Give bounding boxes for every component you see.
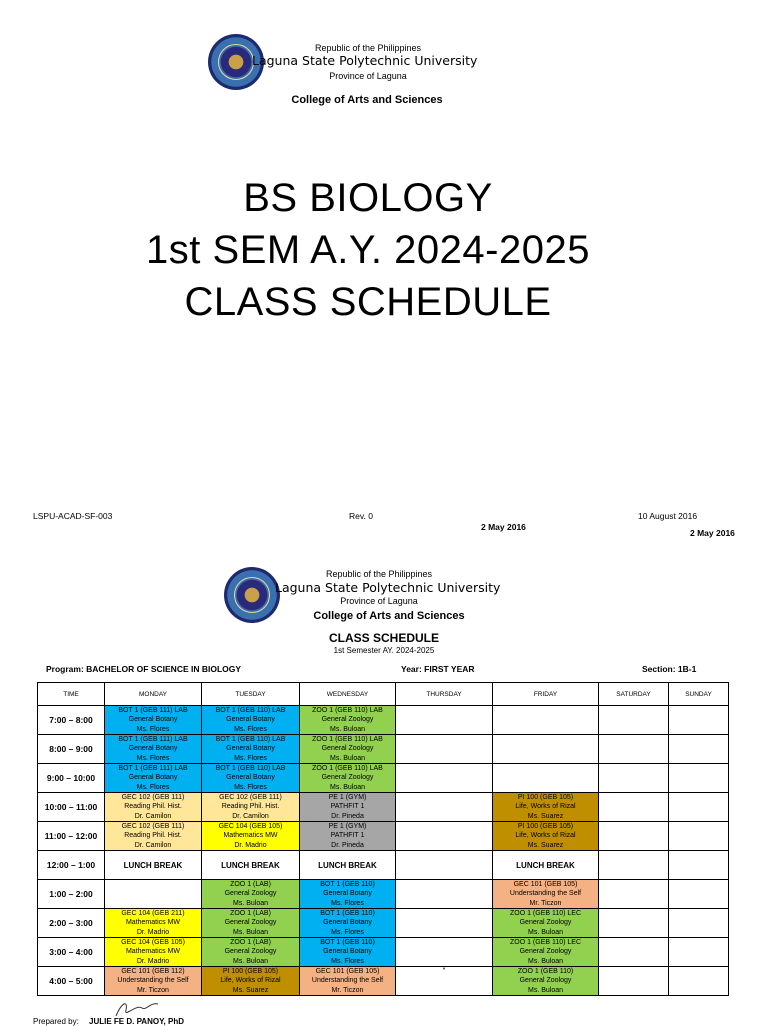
schedule-cell-thursday: [396, 735, 493, 764]
course-title: Reading Phil. Hist.: [221, 803, 280, 811]
schedule-cell-wednesday: [300, 822, 396, 851]
course-title: General Botany: [226, 716, 275, 724]
header-wednesday: WEDNESDAY: [300, 683, 396, 706]
course-title: General Botany: [323, 890, 372, 898]
schedule-cell-thursday: [396, 938, 493, 967]
schedule-cell-thursday: *: [396, 967, 493, 996]
course-title: Understanding the Self: [117, 977, 189, 985]
course-title: General Zoology: [321, 745, 374, 753]
course-title: General Zoology: [321, 774, 374, 782]
schedule-cell-friday: [493, 764, 599, 793]
schedule-cell-wednesday: [300, 967, 396, 996]
schedule-cell-sunday: [669, 938, 729, 967]
course-code: PE 1 (GYM): [328, 794, 367, 802]
schedule-cell-thursday: [396, 880, 493, 909]
course-title: General Botany: [226, 774, 275, 782]
time-slot: 9:00 – 10:00: [38, 764, 105, 793]
schedule-cell-saturday: [599, 851, 669, 880]
time-slot: 2:00 – 3:00: [38, 909, 105, 938]
instructor-name: Ms. Buloan: [329, 725, 366, 733]
schedule-cell-monday: [105, 938, 202, 967]
course-title: General Zoology: [224, 890, 277, 898]
instructor-name: Ms. Suarez: [232, 986, 269, 994]
instructor-name: Ms. Suarez: [527, 812, 564, 820]
schedule-row: [38, 967, 729, 996]
instructor-name: Ms. Buloan: [329, 783, 366, 791]
schedule-cell-sunday: [669, 909, 729, 938]
schedule-cell-tuesday: [202, 880, 300, 909]
schedule-row: [38, 793, 729, 822]
schedule-cell-tuesday: [202, 735, 300, 764]
course-title: Reading Phil. Hist.: [124, 832, 182, 840]
schedule-header-row: [38, 683, 729, 706]
course-title: General Botany: [323, 919, 372, 927]
college-name: College of Arts and Sciences: [291, 94, 443, 106]
course-code: BOT 1 (GEB 110): [320, 939, 375, 947]
course-code: BOT 1 (GEB 111) LAB: [118, 736, 188, 744]
course-code: PI 100 (GEB 105): [222, 968, 279, 976]
university-name: Laguna State Polytechnic University: [252, 53, 478, 68]
cover-title-line-3: CLASS SCHEDULE: [184, 280, 552, 324]
instructor-name: Dr. Madrio: [136, 928, 170, 936]
schedule-cell-friday: [493, 735, 599, 764]
schedule-cell-thursday: [396, 764, 493, 793]
revision: Rev. 0: [349, 511, 373, 521]
course-title: Reading Phil. Hist.: [124, 803, 182, 811]
course-title: Mathematics MW: [125, 948, 181, 956]
header-saturday: SATURDAY: [599, 683, 669, 706]
schedule-cell-thursday: [396, 793, 493, 822]
schedule-cell-monday: [105, 793, 202, 822]
schedule-row: [38, 938, 729, 967]
form-code: LSPU-ACAD-SF-003: [33, 511, 113, 521]
instructor-name: Dr. Camilon: [232, 812, 269, 820]
republic-text-2: Republic of the Philippines: [325, 569, 433, 579]
course-code: ZOO 1 (GEB 110) LEC: [509, 910, 582, 918]
schedule-cell-saturday: [599, 735, 669, 764]
instructor-name: Ms. Buloan: [232, 899, 269, 907]
course-code: BOT 1 (GEB 111) LAB: [118, 707, 188, 715]
time-slot: 10:00 – 11:00: [38, 793, 105, 822]
course-code: PE 1 (GYM): [328, 823, 367, 831]
course-title: General Zoology: [224, 919, 277, 927]
schedule-cell-monday: [105, 735, 202, 764]
date-effective: 10 August 2016: [638, 511, 698, 521]
lunch-break-cell: LUNCH BREAK: [493, 851, 599, 880]
course-code: BOT 1 (GEB 110) LAB: [215, 736, 286, 744]
time-slot: 12:00 – 1:00: [38, 851, 105, 880]
instructor-name: Mr. Ticzon: [331, 986, 364, 994]
schedule-cell-sunday: [669, 880, 729, 909]
schedule-cell-friday: [493, 706, 599, 735]
schedule-cell-sunday: [669, 967, 729, 996]
schedule-cell-saturday: [599, 822, 669, 851]
schedule-cell-wednesday: [300, 909, 396, 938]
schedule-row: [38, 880, 729, 909]
course-code: ZOO 1 (GEB 110) LAB: [312, 736, 383, 744]
course-code: ZOO 1 (GEB 110) LEC: [509, 939, 582, 947]
course-title: General Botany: [128, 745, 178, 753]
date-right: 2 May 2016: [690, 528, 735, 538]
schedule-cell-saturday: [599, 793, 669, 822]
instructor-name: Dr. Madrio: [234, 841, 267, 849]
province-text: Province of Laguna: [329, 71, 407, 81]
schedule-cell-tuesday: [202, 793, 300, 822]
schedule-cell-friday: [493, 822, 599, 851]
course-code: ZOO 1 (LAB): [230, 939, 271, 947]
time-slot: 3:00 – 4:00: [38, 938, 105, 967]
instructor-name: Mr. Ticzon: [137, 986, 169, 994]
schedule-cell-saturday: [599, 880, 669, 909]
schedule-cell-sunday: [669, 793, 729, 822]
course-code: GEC 102 (GEB 111): [121, 794, 185, 802]
course-code: BOT 1 (GEB 110) LAB: [215, 765, 286, 773]
cover-title: [0, 172, 736, 328]
time-slot: 8:00 – 9:00: [38, 735, 105, 764]
cover-title-line-1: BS BIOLOGY: [243, 176, 493, 220]
instructor-name: Ms. Flores: [331, 957, 364, 965]
course-code: BOT 1 (GEB 110) LAB: [215, 707, 286, 715]
instructor-name: Dr. Pineda: [331, 841, 364, 849]
instructor-name: Ms. Buloan: [329, 754, 366, 762]
college-name-2: College of Arts and Sciences: [313, 610, 465, 622]
schedule-cell-thursday: [396, 822, 493, 851]
schedule-cell-friday: [493, 793, 599, 822]
time-slot: 11:00 – 12:00: [38, 822, 105, 851]
instructor-name: Dr. Camilon: [134, 841, 172, 849]
schedule-row: [38, 851, 729, 880]
course-title: Life, Works of Rizal: [515, 803, 576, 811]
schedule-cell-monday: [105, 909, 202, 938]
schedule-cell-wednesday: [300, 706, 396, 735]
schedule-cell-sunday: [669, 764, 729, 793]
prepared-by-label: Prepared by:: [33, 1017, 79, 1026]
schedule-cell-thursday: [396, 909, 493, 938]
schedule-cell-saturday: [599, 967, 669, 996]
course-title: General Zoology: [519, 948, 572, 956]
instructor-name: Ms. Buloan: [232, 928, 269, 936]
course-code: BOT 1 (GEB 110): [320, 881, 375, 889]
schedule-cell-monday: [105, 880, 202, 909]
schedule-title: CLASS SCHEDULE: [328, 631, 439, 645]
schedule-cell-monday: [105, 967, 202, 996]
instructor-name: Ms. Buloan: [527, 986, 564, 994]
schedule-cell-sunday: [669, 706, 729, 735]
course-code: GEC 104 (GEB 105): [121, 939, 185, 947]
course-title: General Botany: [226, 745, 275, 753]
prepared-by-name: JULIE FE D. PANOY, PhD: [89, 1017, 184, 1026]
course-code: ZOO 1 (LAB): [230, 910, 271, 918]
schedule-cell-tuesday: [202, 706, 300, 735]
schedule-row: [38, 706, 729, 735]
schedule-cell-friday: [493, 880, 599, 909]
year-label: Year: FIRST YEAR: [401, 664, 475, 674]
schedule-cell-thursday: [396, 851, 493, 880]
instructor-name: Ms. Buloan: [232, 957, 269, 965]
schedule-row: [38, 735, 729, 764]
header-friday: FRIDAY: [493, 683, 599, 706]
semester-text: 1st Semester AY. 2024-2025: [333, 646, 435, 655]
instructor-name: Ms. Flores: [136, 783, 170, 791]
schedule-cell-tuesday: [202, 764, 300, 793]
course-code: ZOO 1 (LAB): [230, 881, 271, 889]
course-title: Understanding the Self: [509, 890, 582, 898]
schedule-row: [38, 822, 729, 851]
course-code: GEC 101 (GEB 105): [315, 968, 380, 976]
schedule-cell-wednesday: [300, 938, 396, 967]
course-title: General Zoology: [321, 716, 374, 724]
time-slot: 4:00 – 5:00: [38, 967, 105, 996]
university-name-2: Laguna State Polytechnic University: [275, 580, 501, 595]
instructor-name: Ms. Flores: [136, 754, 170, 762]
course-code: ZOO 1 (GEB 110): [517, 968, 574, 976]
schedule-cell-wednesday: [300, 880, 396, 909]
schedule-cell-wednesday: [300, 793, 396, 822]
schedule-cell-saturday: [599, 764, 669, 793]
course-title: PATHFIT 1: [330, 803, 365, 811]
instructor-name: Dr. Pineda: [331, 812, 364, 820]
schedule-cell-tuesday: [202, 967, 300, 996]
schedule-cell-wednesday: [300, 735, 396, 764]
schedule-cell-thursday: [396, 706, 493, 735]
header-time: TIME: [38, 683, 105, 706]
instructor-name: Ms. Flores: [331, 899, 364, 907]
course-title: General Botany: [323, 948, 372, 956]
instructor-name: Ms. Flores: [234, 754, 267, 762]
course-title: General Botany: [128, 716, 178, 724]
course-title: General Botany: [128, 774, 178, 782]
lunch-break-cell: LUNCH BREAK: [202, 851, 300, 880]
province-text-2: Province of Laguna: [340, 596, 418, 606]
course-code: BOT 1 (GEB 110): [320, 910, 375, 918]
lunch-break-cell: LUNCH BREAK: [105, 851, 202, 880]
course-code: GEC 101 (GEB 112): [121, 968, 185, 976]
course-title: Life, Works of Rizal: [220, 977, 281, 985]
program-label: Program: BACHELOR OF SCIENCE IN BIOLOGY: [46, 664, 242, 674]
course-code: ZOO 1 (GEB 110) LAB: [312, 707, 383, 715]
schedule-row: [38, 764, 729, 793]
schedule-cell-friday: [493, 967, 599, 996]
schedule-cell-tuesday: [202, 822, 300, 851]
instructor-name: Ms. Flores: [234, 783, 267, 791]
instructor-name: Ms. Suarez: [527, 841, 564, 849]
course-title: Mathematics MW: [223, 832, 278, 840]
course-code: PI 100 (GEB 105): [517, 823, 574, 831]
course-title: PATHFIT 1: [330, 832, 365, 840]
time-slot: 1:00 – 2:00: [38, 880, 105, 909]
course-title: Life, Works of Rizal: [515, 832, 576, 840]
cover-title-line-2: 1st SEM A.Y. 2024-2025: [146, 228, 590, 272]
course-code: PI 100 (GEB 105): [517, 794, 574, 802]
instructor-name: Ms. Buloan: [527, 928, 564, 936]
instructor-name: Dr. Madrio: [136, 957, 170, 965]
republic-text: Republic of the Philippines: [314, 43, 422, 53]
schedule-cell-sunday: [669, 822, 729, 851]
course-title: Understanding the Self: [311, 977, 384, 985]
schedule-cell-tuesday: [202, 909, 300, 938]
schedule-cell-monday: [105, 764, 202, 793]
header-sunday: SUNDAY: [669, 683, 729, 706]
header-monday: MONDAY: [105, 683, 202, 706]
header-tuesday: TUESDAY: [202, 683, 300, 706]
instructor-name: Ms. Flores: [234, 725, 267, 733]
course-title: General Zoology: [519, 977, 572, 985]
course-title: Mathematics MW: [125, 919, 181, 927]
course-title: General Zoology: [224, 948, 277, 956]
instructor-name: Dr. Camilon: [134, 812, 172, 820]
schedule-cell-saturday: [599, 909, 669, 938]
course-code: GEC 102 (GEB 111): [121, 823, 185, 831]
schedule-cell-monday: [105, 822, 202, 851]
instructor-name: Ms. Flores: [136, 725, 170, 733]
instructor-name: Mr. Ticzon: [529, 899, 562, 907]
section-label: Section: 1B-1: [642, 664, 697, 674]
course-code: GEC 104 (GEB 211): [121, 910, 185, 918]
course-code: ZOO 1 (GEB 110) LAB: [312, 765, 383, 773]
schedule-cell-sunday: [669, 735, 729, 764]
course-title: General Zoology: [519, 919, 572, 927]
instructor-name: Ms. Flores: [331, 928, 364, 936]
schedule-cell-wednesday: [300, 764, 396, 793]
time-slot: 7:00 – 8:00: [38, 706, 105, 735]
schedule-cell-monday: [105, 706, 202, 735]
schedule-cell-friday: [493, 938, 599, 967]
instructor-name: Ms. Buloan: [527, 957, 564, 965]
schedule-row: [38, 909, 729, 938]
schedule-cell-tuesday: [202, 938, 300, 967]
schedule-cell-friday: [493, 909, 599, 938]
schedule-body: [38, 706, 729, 996]
course-code: GEC 101 (GEB 105): [513, 881, 578, 889]
date-mid: 2 May 2016: [481, 522, 526, 532]
schedule-cell-saturday: [599, 938, 669, 967]
schedule-table: [37, 682, 729, 996]
schedule-cell-sunday: [669, 851, 729, 880]
course-code: GEC 102 (GEB 111): [219, 794, 282, 802]
course-code: BOT 1 (GEB 111) LAB: [118, 765, 188, 773]
header-thursday: THURSDAY: [396, 683, 493, 706]
course-code: GEC 104 (GEB 105): [218, 823, 283, 831]
lunch-break-cell: LUNCH BREAK: [300, 851, 396, 880]
schedule-cell-saturday: [599, 706, 669, 735]
